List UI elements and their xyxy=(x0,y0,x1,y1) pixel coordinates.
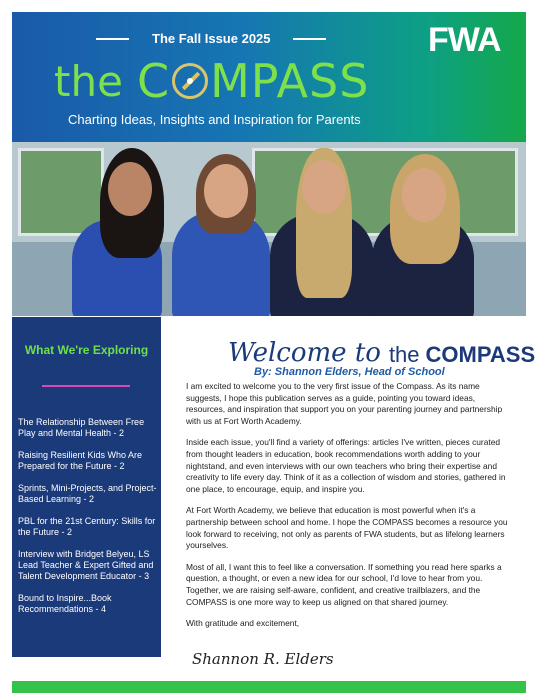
title-rest: MPASS xyxy=(210,54,370,108)
contents-list xyxy=(18,417,158,626)
issue-divider-left xyxy=(96,38,129,40)
contents-item: Raising Resilient Kids Who Are Prepared for the Future - 2 xyxy=(18,450,143,471)
byline: By: Shannon Elders, Head of School xyxy=(254,366,445,378)
students-photo xyxy=(12,142,526,316)
signature: Shannon R. Elders xyxy=(192,650,334,668)
letter-paragraph: Most of all, I want this to feel like a conversation. If something you read here sparks a question, a thought, or even a new idea for our school, I'd love to hear from you. Together, we are raising self-aware, confident, and creative trailblazers, and the COMPASS is one more way to keep us aligned on that shared journey. xyxy=(186,561,502,607)
contents-sidebar xyxy=(12,317,161,657)
newsletter-title xyxy=(54,54,369,108)
welcome-the: the xyxy=(388,342,420,367)
tagline: Charting Ideas, Insights and Inspiration for Parents xyxy=(68,112,361,127)
fwa-logo: FWA xyxy=(428,21,501,59)
welcome-letter xyxy=(186,381,516,630)
contents-item: Interview with Bridget Belyeu, LS Lead Teacher & Expert Gifted and Talent Development Educator - 3 xyxy=(18,549,154,581)
compass-icon xyxy=(172,63,208,99)
title-c: C xyxy=(136,54,171,108)
contents-item: The Relationship Between Free Play and Mental Health - 2 xyxy=(18,417,145,438)
contents-item: Bound to Inspire...Book Recommendations - 4 xyxy=(18,593,112,614)
issue-divider-right xyxy=(293,38,326,40)
letter-closing: With gratitude and excitement, xyxy=(186,618,300,629)
welcome-compass: COMPASS xyxy=(425,342,536,367)
masthead-banner xyxy=(12,12,526,142)
welcome-heading xyxy=(228,328,535,368)
letter-paragraph: At Fort Worth Academy, we believe that education is most powerful when it's a partnership between school and home. I hope the COMPASS becomes a resource you look forward to receiving, not only as parents of FWA students, but as lifelong learners yourselves. xyxy=(186,505,508,551)
welcome-script: Welcome to xyxy=(228,338,381,368)
footer-bar xyxy=(12,681,526,693)
contents-item: PBL for the 21st Century: Skills for the Future - 2 xyxy=(18,516,156,537)
contents-item: Sprints, Mini-Projects, and Project-Based Learning - 2 xyxy=(18,483,157,504)
sidebar-divider xyxy=(42,385,130,387)
letter-paragraph: I am excited to welcome you to the very first issue of the Compass. As its name suggests, I hope this publication serves as a guide, pointing you toward ideas, resources, and inspiration that support you on your parenting journey and partnership with us at Fort Worth Academy. xyxy=(186,381,503,426)
title-the: the xyxy=(54,56,123,106)
issue-row xyxy=(12,29,352,49)
letter-paragraph: Inside each issue, you'll find a variety of offerings: articles I've written, pieces curated from thought leaders in education, book recommendations worth adding to your nightstand, and even interviews with our own teachers who bring their expertise and creativity to life every day. Think of it as a collection of wisdom and stories, gathered in one place, to encourage, equip, and inspire you. xyxy=(186,437,506,494)
issue-label: The Fall Issue 2025 xyxy=(152,31,271,46)
sidebar-heading: What We're Exploring xyxy=(24,343,149,357)
